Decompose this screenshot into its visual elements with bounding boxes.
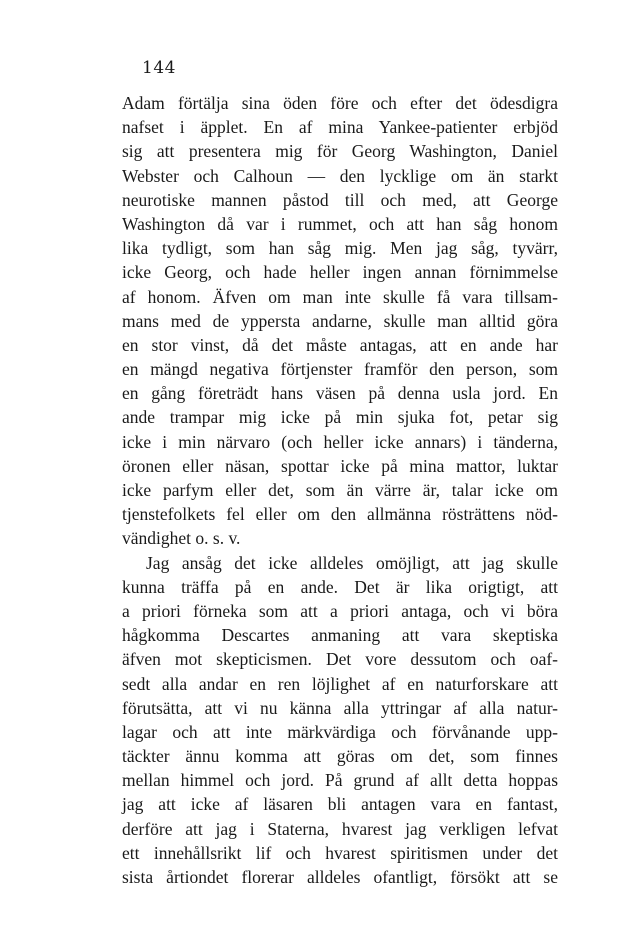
text-line: Jag ansåg det icke alldeles omöjligt, att jag skulle (146, 552, 558, 573)
text-line: Webster och Calhoun — den lycklige om än starkt (122, 165, 558, 186)
text-line: Adam förtälja sina öden före och efter det ödesdigra (122, 93, 558, 113)
text-line: tjenstefolkets fel eller om den allmänna rösträttens nöd- (122, 504, 558, 525)
text-line: a priori förneka som att a priori antaga, och vi böra (122, 600, 558, 621)
text-line: neurotiske mannen påstod till och med, att George (122, 189, 558, 210)
text-line: mans med de yppersta andarne, skulle man alltid göra (122, 310, 558, 331)
text-line: kunna träffa på en ande. Det är lika origtigt, att (122, 576, 558, 597)
text-line: förutsätta, att vi nu känna alla yttringar af alla natur- (122, 697, 558, 718)
page-number: 144 (142, 58, 176, 78)
text-line: en stor vinst, då det måste antagas, att en ande har (122, 334, 558, 355)
text-line: ande trampar mig icke på min sjuka fot, petar sig (122, 407, 558, 428)
text-line: öronen eller näsan, spottar icke på mina mattor, luktar (122, 455, 558, 476)
text-line: sedt alla andar en ren löjlighet af en naturforskare att (122, 673, 558, 694)
text-line: äfven mot skepticismen. Det vore dessutom och oaf- (122, 649, 558, 670)
text-line: lika tydligt, som han såg mig. Men jag såg, tyvärr, (122, 238, 558, 259)
text-line: lagar och att inte märkvärdiga och förvånande upp- (122, 721, 558, 742)
text-line: täckter ännu komma att göras om det, som finnes (122, 746, 558, 767)
text-line: ett innehållsrikt lif och hvarest spiritismen under det (122, 842, 558, 863)
text-line: jag att icke af läsaren bli antagen vara en fantast, (122, 794, 558, 815)
text-line: af honom. Äfven om man inte skulle få vara tillsam- (122, 286, 558, 307)
text-line: en gång företrädt hans väsen på denna usla jord. En (122, 383, 558, 404)
text-line: icke parfym eller det, som än värre är, talar icke om (122, 480, 558, 500)
body-text (122, 91, 558, 889)
text-line: mellan himmel och jord. På grund af allt detta hoppas (122, 770, 558, 791)
text-line: sig att presentera mig för Georg Washington, Daniel (122, 141, 558, 162)
text-line: sista årtiondet florerar alldeles ofantligt, försökt att se (122, 867, 558, 887)
text-line: icke Georg, och hade heller ingen annan förnimmelse (122, 262, 558, 283)
text-line: en mängd negativa förtjenster framför den person, som (122, 359, 558, 380)
text-line: derföre att jag i Staterna, hvarest jag verkligen lefvat (122, 818, 558, 839)
text-line: hågkomma Descartes anmaning att vara skeptiska (122, 625, 558, 646)
text-line: nafset i äpplet. En af mina Yankee-patienter erbjöd (122, 117, 558, 138)
text-line: icke i min närvaro (och heller icke annars) i tänderna, (122, 431, 558, 452)
text-line: Washington då var i rummet, och att han såg honom (122, 213, 558, 234)
text-line: vändighet o. s. v. (122, 528, 241, 549)
